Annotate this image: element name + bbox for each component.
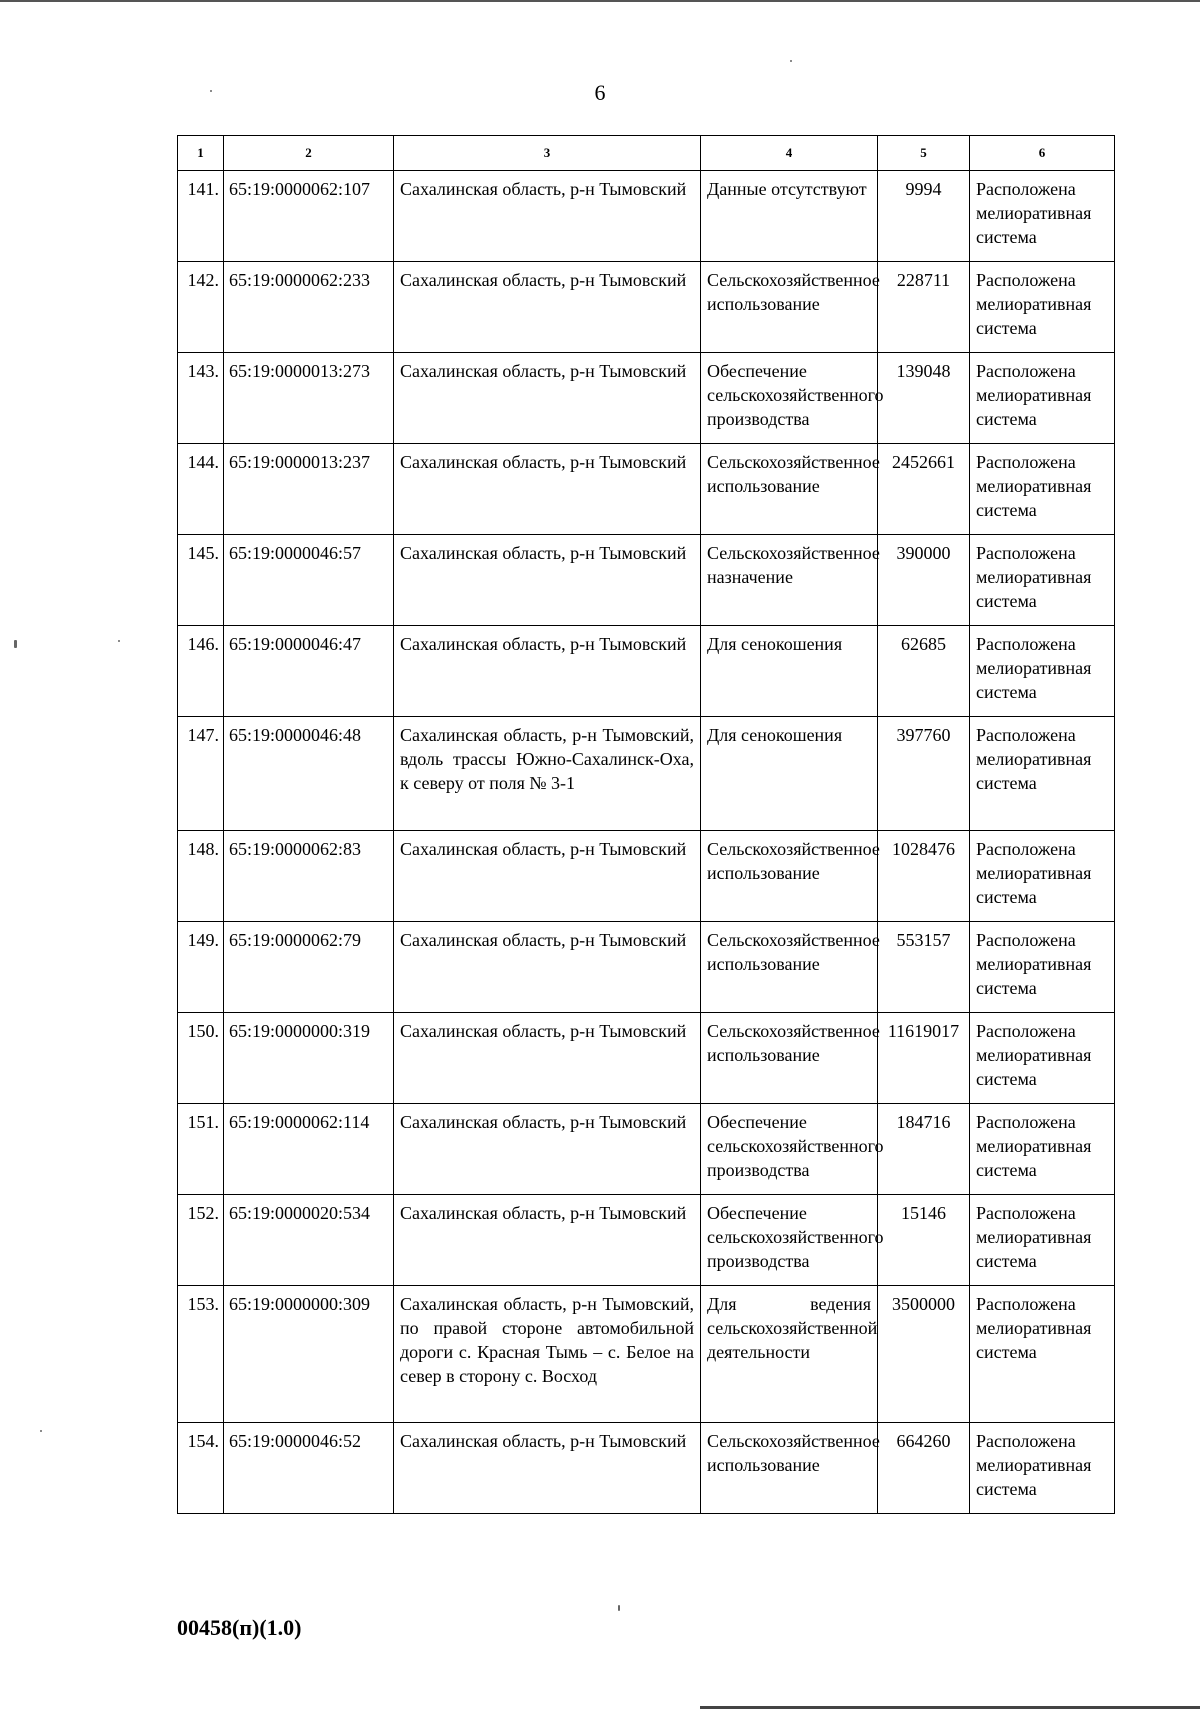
area: 15146: [878, 1195, 970, 1286]
area: 62685: [878, 626, 970, 717]
note: Расположена мелиоративная система: [970, 626, 1115, 717]
address: Сахалинская область, р-н Тымовский: [394, 444, 701, 535]
note: Расположена мелиоративная система: [970, 1423, 1115, 1514]
cadastral-number: 65:19:0000000:309: [224, 1286, 394, 1423]
row-number: 146.: [178, 626, 224, 717]
permitted-use: Для сенокошения: [701, 626, 878, 717]
column-header-6: 6: [970, 136, 1115, 171]
area: 390000: [878, 535, 970, 626]
scan-speck: [118, 640, 120, 642]
area: 9994: [878, 171, 970, 262]
cadastral-number: 65:19:0000000:319: [224, 1013, 394, 1104]
note: Расположена мелиоративная система: [970, 717, 1115, 831]
cadastral-number: 65:19:0000013:237: [224, 444, 394, 535]
permitted-use: Сельскохозяйственное использование: [701, 831, 878, 922]
cadastral-number: 65:19:0000062:114: [224, 1104, 394, 1195]
row-number: 150.: [178, 1013, 224, 1104]
scan-bottom-edge: [700, 1706, 1200, 1709]
row-number: 145.: [178, 535, 224, 626]
cadastral-number: 65:19:0000062:83: [224, 831, 394, 922]
address: Сахалинская область, р-н Тымовский: [394, 353, 701, 444]
address: Сахалинская область, р-н Тымовский, вдоль трассы Южно-Сахалинск-Оха, к северу от поля № 3-1: [394, 717, 701, 831]
row-number: 147.: [178, 717, 224, 831]
row-number: 148.: [178, 831, 224, 922]
land-plots-table: [177, 135, 1115, 1514]
address: Сахалинская область, р-н Тымовский: [394, 1013, 701, 1104]
area: 553157: [878, 922, 970, 1013]
area: 3500000: [878, 1286, 970, 1423]
table-row: [178, 1286, 1115, 1423]
scan-speck: [40, 1430, 42, 1432]
table-row: [178, 1104, 1115, 1195]
row-number: 152.: [178, 1195, 224, 1286]
table-row: [178, 717, 1115, 831]
permitted-use: Для ведения сельскохозяйственной деятельности: [701, 1286, 878, 1423]
table-row: [178, 831, 1115, 922]
address: Сахалинская область, р-н Тымовский: [394, 262, 701, 353]
area: 397760: [878, 717, 970, 831]
note: Расположена мелиоративная система: [970, 1104, 1115, 1195]
permitted-use: Обеспечение сельскохозяйственного производства: [701, 1104, 878, 1195]
column-header-1: 1: [178, 136, 224, 171]
address: Сахалинская область, р-н Тымовский: [394, 922, 701, 1013]
note: Расположена мелиоративная система: [970, 353, 1115, 444]
permitted-use: Сельскохозяйственное использование: [701, 1423, 878, 1514]
cadastral-number: 65:19:0000046:47: [224, 626, 394, 717]
table-row: [178, 626, 1115, 717]
address: Сахалинская область, р-н Тымовский: [394, 171, 701, 262]
scan-speck: [790, 60, 792, 62]
cadastral-number: 65:19:0000062:79: [224, 922, 394, 1013]
area: 139048: [878, 353, 970, 444]
scan-speck: [14, 640, 17, 648]
address: Сахалинская область, р-н Тымовский: [394, 1104, 701, 1195]
note: Расположена мелиоративная система: [970, 1013, 1115, 1104]
address: Сахалинская область, р-н Тымовский: [394, 1195, 701, 1286]
row-number: 144.: [178, 444, 224, 535]
permitted-use: Для сенокошения: [701, 717, 878, 831]
row-number: 143.: [178, 353, 224, 444]
row-number: 153.: [178, 1286, 224, 1423]
area: 184716: [878, 1104, 970, 1195]
table-row: [178, 171, 1115, 262]
table-row: [178, 535, 1115, 626]
column-header-4: 4: [701, 136, 878, 171]
note: Расположена мелиоративная система: [970, 262, 1115, 353]
area: 1028476: [878, 831, 970, 922]
note: Расположена мелиоративная система: [970, 922, 1115, 1013]
cadastral-number: 65:19:0000046:57: [224, 535, 394, 626]
table-row: [178, 1423, 1115, 1514]
table-header-row: [178, 136, 1115, 171]
note: Расположена мелиоративная система: [970, 171, 1115, 262]
document-footer-code: 00458(п)(1.0): [177, 1615, 302, 1640]
permitted-use: Сельскохозяйственное использование: [701, 444, 878, 535]
cadastral-number: 65:19:0000062:233: [224, 262, 394, 353]
row-number: 141.: [178, 171, 224, 262]
column-header-2: 2: [224, 136, 394, 171]
table-row: [178, 1013, 1115, 1104]
table-row: [178, 262, 1115, 353]
note: Расположена мелиоративная система: [970, 444, 1115, 535]
column-header-5: 5: [878, 136, 970, 171]
area: 664260: [878, 1423, 970, 1514]
row-number: 151.: [178, 1104, 224, 1195]
table-row: [178, 353, 1115, 444]
permitted-use: Сельскохозяйственное использование: [701, 262, 878, 353]
area: 2452661: [878, 444, 970, 535]
address: Сахалинская область, р-н Тымовский, по правой стороне автомобильной дороги с. Красная Тымь – с. Белое на север в сторону с. Восход: [394, 1286, 701, 1423]
permitted-use: Сельскохозяйственное назначение: [701, 535, 878, 626]
permitted-use: Сельскохозяйственное использование: [701, 922, 878, 1013]
permitted-use: Данные отсутствуют: [701, 171, 878, 262]
cadastral-number: 65:19:0000046:52: [224, 1423, 394, 1514]
cadastral-number: 65:19:0000046:48: [224, 717, 394, 831]
table-row: [178, 922, 1115, 1013]
address: Сахалинская область, р-н Тымовский: [394, 831, 701, 922]
address: Сахалинская область, р-н Тымовский: [394, 1423, 701, 1514]
cadastral-number: 65:19:0000062:107: [224, 171, 394, 262]
note: Расположена мелиоративная система: [970, 1195, 1115, 1286]
table-row: [178, 444, 1115, 535]
cadastral-number: 65:19:0000013:273: [224, 353, 394, 444]
permitted-use: Сельскохозяйственное использование: [701, 1013, 878, 1104]
address: Сахалинская область, р-н Тымовский: [394, 535, 701, 626]
permitted-use: Обеспечение сельскохозяйственного производства: [701, 1195, 878, 1286]
scan-speck: [618, 1605, 620, 1611]
row-number: 154.: [178, 1423, 224, 1514]
row-number: 142.: [178, 262, 224, 353]
note: Расположена мелиоративная система: [970, 535, 1115, 626]
note: Расположена мелиоративная система: [970, 1286, 1115, 1423]
page-number: 6: [594, 80, 606, 105]
permitted-use: Обеспечение сельскохозяйственного производства: [701, 353, 878, 444]
address: Сахалинская область, р-н Тымовский: [394, 626, 701, 717]
table-row: [178, 1195, 1115, 1286]
area: 228711: [878, 262, 970, 353]
area: 11619017: [878, 1013, 970, 1104]
cadastral-number: 65:19:0000020:534: [224, 1195, 394, 1286]
scan-speck: [210, 90, 212, 92]
column-header-3: 3: [394, 136, 701, 171]
row-number: 149.: [178, 922, 224, 1013]
note: Расположена мелиоративная система: [970, 831, 1115, 922]
scan-top-edge: [0, 0, 1200, 2]
